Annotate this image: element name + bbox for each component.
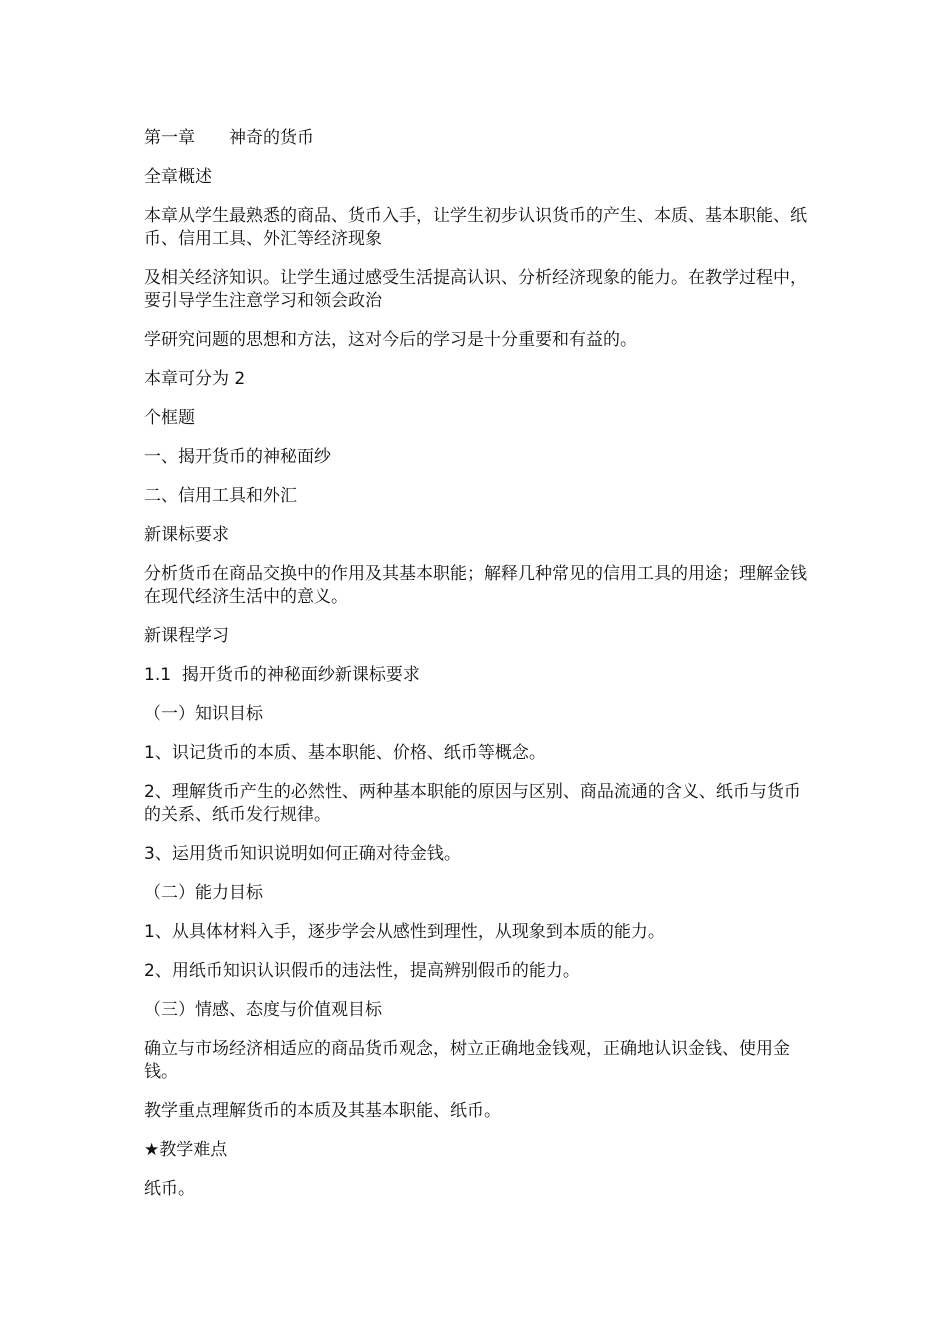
framework-item-1: 一、揭开货币的神秘面纱 [144, 447, 331, 467]
teaching-difficulty-heading: ★教学难点 [144, 1140, 228, 1160]
subheading-knowledge: （一）知识目标 [144, 704, 263, 724]
knowledge-item-2: 2、理解货币产生的必然性、两种基本职能的原因与区别、商品流通的含义、纸币与货币的关系、纸币发行规律。 [144, 782, 801, 825]
knowledge-item-1: 1、识记货币的本质、基本职能、价格、纸币等概念。 [144, 743, 546, 763]
teaching-difficulty-text: 纸币。 [144, 1179, 195, 1199]
overview-paragraph-3: 学研究问题的思想和方法，这对今后的学习是十分重要和有益的。 [144, 330, 637, 350]
subheading-values: （三）情感、态度与价值观目标 [144, 1000, 382, 1020]
teaching-focus: 教学重点理解货币的本质及其基本职能、纸币。 [144, 1101, 501, 1121]
overview-paragraph-1: 本章从学生最熟悉的商品、货币入手，让学生初步认识货币的产生、本质、基本职能、纸币、信用工具、外汇等经济现象 [144, 206, 807, 249]
lesson-heading: 1.1 揭开货币的神秘面纱新课标要求 [144, 665, 420, 685]
section-heading-standards: 新课标要求 [144, 525, 229, 545]
section-heading-study: 新课程学习 [144, 626, 229, 646]
ability-item-1: 1、从具体材料入手，逐步学会从感性到理性，从现象到本质的能力。 [144, 922, 665, 942]
chapter-title: 第一章 神奇的货币 [144, 128, 314, 148]
chapter-division-text-cont: 个框题 [144, 408, 195, 428]
section-heading-overview: 全章概述 [144, 167, 212, 187]
values-paragraph: 确立与市场经济相适应的商品货币观念，树立正确地金钱观，正确地认识金钱、使用金钱。 [144, 1039, 790, 1082]
overview-paragraph-2: 及相关经济知识。让学生通过感受生活提高认识、分析经济现象的能力。在教学过程中，要引导学生注意学习和领会政治 [144, 268, 807, 311]
knowledge-item-3: 3、运用货币知识说明如何正确对待金钱。 [144, 844, 461, 864]
ability-item-2: 2、用纸币知识认识假币的违法性，提高辨别假币的能力。 [144, 961, 580, 981]
chapter-division-text: 本章可分为 2 [144, 369, 246, 389]
standards-paragraph: 分析货币在商品交换中的作用及其基本职能；解释几种常见的信用工具的用途；理解金钱在现代经济生活中的意义。 [144, 564, 807, 607]
framework-item-2: 二、信用工具和外汇 [144, 486, 297, 506]
document-body [144, 127, 814, 1217]
subheading-ability: （二）能力目标 [144, 883, 263, 903]
